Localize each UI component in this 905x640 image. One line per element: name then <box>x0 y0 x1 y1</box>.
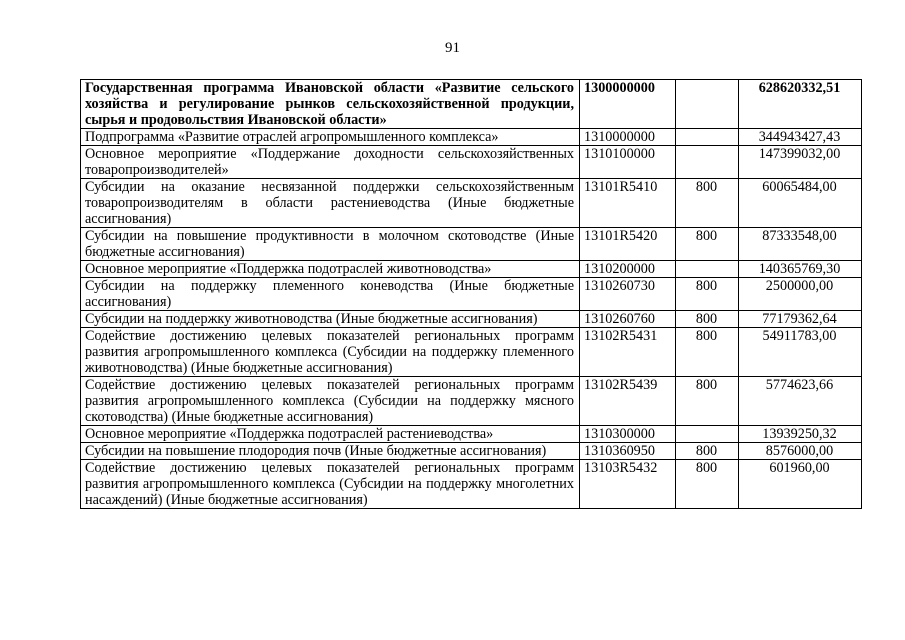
program-name-cell: Основное мероприятие «Поддержание доходности сельскохозяйственных товаропроизводителей» <box>81 146 580 179</box>
target-code-cell: 13101R5410 <box>580 179 676 228</box>
target-code-cell: 1310360950 <box>580 443 676 460</box>
sum-cell: 77179362,64 <box>739 311 862 328</box>
table-row <box>81 228 862 261</box>
table-row <box>81 146 862 179</box>
budget-table-body <box>81 80 862 509</box>
target-code-cell: 1300000000 <box>580 80 676 129</box>
target-code-cell: 1310300000 <box>580 426 676 443</box>
program-name-cell: Субсидии на повышение продуктивности в молочном скотоводстве (Иные бюджетные ассигнования) <box>81 228 580 261</box>
table-row <box>81 460 862 509</box>
sum-cell: 140365769,30 <box>739 261 862 278</box>
table-row <box>81 278 862 311</box>
sum-cell: 601960,00 <box>739 460 862 509</box>
program-name-cell: Субсидии на поддержку животноводства (Иные бюджетные ассигнования) <box>81 311 580 328</box>
sum-cell: 87333548,00 <box>739 228 862 261</box>
target-code-cell: 1310200000 <box>580 261 676 278</box>
expense-type-cell: 800 <box>676 311 739 328</box>
target-code-cell: 1310100000 <box>580 146 676 179</box>
program-name-cell: Государственная программа Ивановской области «Развитие сельского хозяйства и регулирование рынков сельскохозяйственной продукции, сырья и продовольствия Ивановской области» <box>81 80 580 129</box>
table-row <box>81 179 862 228</box>
sum-cell: 5774623,66 <box>739 377 862 426</box>
expense-type-cell <box>676 146 739 179</box>
table-row <box>81 261 862 278</box>
sum-cell: 628620332,51 <box>739 80 862 129</box>
expense-type-cell: 800 <box>676 328 739 377</box>
target-code-cell: 13102R5439 <box>580 377 676 426</box>
sum-cell: 8576000,00 <box>739 443 862 460</box>
program-name-cell: Содействие достижению целевых показателей региональных программ развития агропромышленного комплекса (Субсидии на поддержку племенного животноводства) (Иные бюджетные ассигнования) <box>81 328 580 377</box>
sum-cell: 54911783,00 <box>739 328 862 377</box>
sum-cell: 60065484,00 <box>739 179 862 228</box>
expense-type-cell: 800 <box>676 278 739 311</box>
page-number: 91 <box>445 40 460 56</box>
table-row <box>81 377 862 426</box>
program-name-cell: Подпрограмма «Развитие отраслей агропромышленного комплекса» <box>81 129 580 146</box>
program-name-cell: Субсидии на оказание несвязанной поддержки сельскохозяйственным товаропроизводителям в области растениеводства (Иные бюджетные ассигнования) <box>81 179 580 228</box>
program-name-cell: Содействие достижению целевых показателей региональных программ развития агропромышленного комплекса (Субсидии на поддержку мясного скотоводства) (Иные бюджетные ассигнования) <box>81 377 580 426</box>
table-row <box>81 311 862 328</box>
expense-type-cell: 800 <box>676 228 739 261</box>
target-code-cell: 13101R5420 <box>580 228 676 261</box>
sum-cell: 147399032,00 <box>739 146 862 179</box>
program-name-cell: Основное мероприятие «Поддержка подотраслей животноводства» <box>81 261 580 278</box>
program-name-cell: Субсидии на поддержку племенного коневодства (Иные бюджетные ассигнования) <box>81 278 580 311</box>
expense-type-cell <box>676 129 739 146</box>
target-code-cell: 1310260730 <box>580 278 676 311</box>
target-code-cell: 13102R5431 <box>580 328 676 377</box>
target-code-cell: 13103R5432 <box>580 460 676 509</box>
expense-type-cell: 800 <box>676 443 739 460</box>
sum-cell: 2500000,00 <box>739 278 862 311</box>
table-row <box>81 443 862 460</box>
sum-cell: 344943427,43 <box>739 129 862 146</box>
table-row <box>81 129 862 146</box>
program-name-cell: Содействие достижению целевых показателей региональных программ развития агропромышленного комплекса (Субсидии на поддержку многолетних насаждений) (Иные бюджетные ассигнования) <box>81 460 580 509</box>
budget-table <box>80 79 862 509</box>
program-name-cell: Основное мероприятие «Поддержка подотраслей растениеводства» <box>81 426 580 443</box>
expense-type-cell <box>676 426 739 443</box>
program-name-cell: Субсидии на повышение плодородия почв (Иные бюджетные ассигнования) <box>81 443 580 460</box>
sum-cell: 13939250,32 <box>739 426 862 443</box>
target-code-cell: 1310000000 <box>580 129 676 146</box>
table-row <box>81 80 862 129</box>
expense-type-cell <box>676 261 739 278</box>
table-row <box>81 426 862 443</box>
expense-type-cell: 800 <box>676 460 739 509</box>
expense-type-cell <box>676 80 739 129</box>
table-row <box>81 328 862 377</box>
expense-type-cell: 800 <box>676 179 739 228</box>
target-code-cell: 1310260760 <box>580 311 676 328</box>
expense-type-cell: 800 <box>676 377 739 426</box>
